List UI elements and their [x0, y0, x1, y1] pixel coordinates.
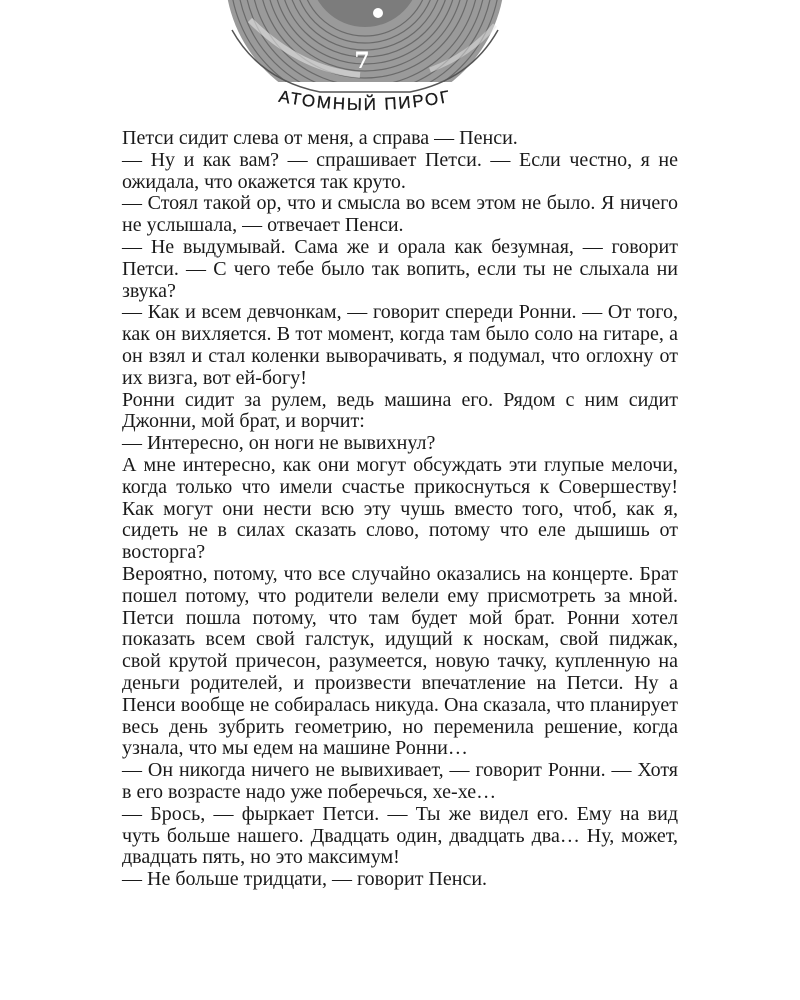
chapter-number: 7	[354, 48, 370, 74]
paragraph: — Брось, — фыркает Петси. — Ты же видел его. Ему на вид чуть больше нашего. Двадцать один, двадцать два… Ну, может, двадцать пять, но это максимум!	[122, 802, 678, 869]
paragraph: Ронни сидит за рулем, ведь машина его. Рядом с ним сидит Джонни, мой брат, и ворчит:	[122, 388, 678, 433]
page-body	[122, 128, 678, 891]
paragraph: — Интересно, он ноги не вывихнул?	[122, 432, 436, 455]
paragraph: — Как и всем девчонкам, — говорит спереди Ронни. — От того, как он вихляется. В тот момент, когда там было соло на гитаре, а он взял и стал коленки выворачивать, я подумал, что оглохну от их визга, вот ей-богу!	[122, 301, 678, 389]
paragraph: — Не больше тридцати, — говорит Пенси.	[122, 868, 488, 891]
paragraph: — Он никогда ничего не вывихивает, — говорит Ронни. — Хотя в его возрасте надо уже поберечься, хе-хе…	[122, 759, 678, 803]
paragraph: А мне интересно, как они могут обсуждать эти глупые мелочи, когда только что имели счастье прикоснуться к Совершеству! Как могут они нести всю эту чушь вместо того, чтоб, как я, сидеть не в силах сказать слово, потому что еле дышишь от восторга?	[122, 453, 678, 564]
paragraph: — Ну и как вам? — спрашивает Петси. — Если честно, я не ожидала, что окажется так круто.	[122, 148, 678, 193]
paragraph: — Стоял такой ор, что и смысла во всем этом не было. Я ничего не услышала, — отвечает Пенси.	[122, 192, 678, 237]
chapter-title-text: АТОМНЫЙ ПИРОГ	[277, 86, 453, 115]
paragraph: Петси сидит слева от меня, а справа — Пенси.	[122, 127, 518, 149]
paragraph: — Не выдумывай. Сама же и орала как безумная, — говорит Петси. — С чего тебе было так вопить, если ты не слыхала ни звука?	[122, 235, 678, 302]
paragraph: Вероятно, потому, что все случайно оказались на концерте. Брат пошел потому, что родители велели ему присмотреть за мной. Петси пошла потому, что там будет мой брат. Ронни хотел показать всем свой галстук, идущий к носкам, свой пиджак, свой крутой причесон, разумеется, новую тачку, купленную на деньги родителей, и произвести впечатление на Петси. Ну а Пенси вообще не собиралась никуда. Она сказала, что планирует весь день зубрить геометрию, но переменила решение, когда узнала, что мы едем на машине Ронни…	[122, 562, 678, 760]
vinyl-record-illustration	[0, 0, 800, 140]
chapter-title	[277, 87, 453, 114]
